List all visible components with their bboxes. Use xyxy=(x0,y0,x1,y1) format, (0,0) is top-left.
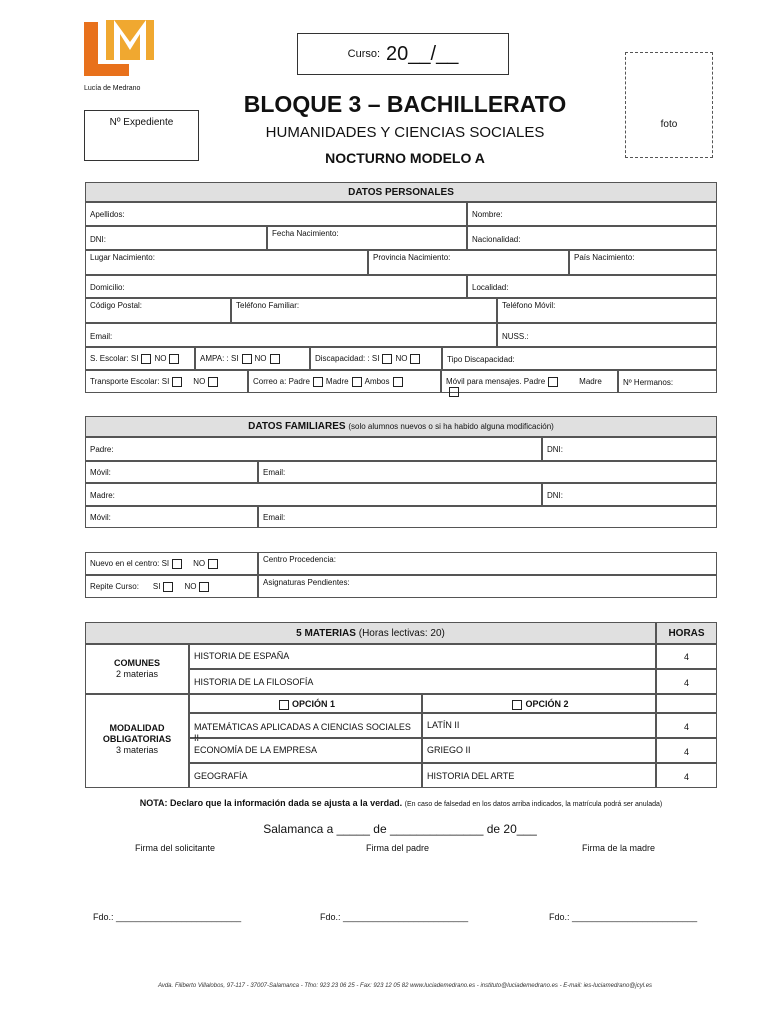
mensajes-padre-checkbox[interactable] xyxy=(548,377,558,387)
transporte-label: Transporte Escolar: SI xyxy=(90,377,170,387)
email-field[interactable]: Email: xyxy=(85,323,497,347)
logo-name: Lucía de Medrano xyxy=(84,85,141,92)
nuevo-centro-row xyxy=(85,552,258,575)
repite-no-label: NO xyxy=(184,582,197,592)
school-address: Avda. Filiberto Villalobos, 97-117 - 37007-Salamanca - Tfno: 923 23 06 25 - Fax: 923 12 05 82 www.luciademedrano.es - instituto@luciademedrano.es - E-mail: ies-luciamedrano@jcyl.es xyxy=(157,983,653,989)
expediente-box[interactable] xyxy=(84,110,199,161)
ampa-row xyxy=(195,347,310,370)
padre-field[interactable]: Padre: xyxy=(85,437,542,461)
madre-field[interactable]: Madre: xyxy=(85,483,542,506)
madre-email-field[interactable]: Email: xyxy=(258,506,717,528)
mensajes-madre-checkbox[interactable] xyxy=(449,387,459,397)
curso-box xyxy=(297,33,509,75)
nuevo-no-label: NO xyxy=(193,559,206,569)
repite-si-label: SI xyxy=(152,582,161,592)
transporte-no-label: NO xyxy=(193,377,206,387)
comunes-title: COMUNES xyxy=(113,658,160,668)
op2-row1: LATÍN II xyxy=(422,713,656,738)
lugar-fecha: Salamanca a _____ de ______________ de 20___ xyxy=(263,822,537,836)
discapacidad-row xyxy=(310,347,442,370)
seguro-no-checkbox[interactable] xyxy=(169,354,179,364)
op1-row1: MATEMÁTICAS APLICADAS A CIENCIAS SOCIALES II xyxy=(189,713,422,738)
madre-movil-field[interactable]: Móvil: xyxy=(85,506,258,528)
provincia-nacimiento-field[interactable]: Provincia Nacimiento: xyxy=(368,250,569,275)
firma-solicitante: Firma del solicitante xyxy=(135,843,216,853)
fdo-solicitante[interactable]: Fdo.: _________________________ xyxy=(93,912,242,922)
ampa-label: AMPA: : SI xyxy=(200,354,239,364)
materias-note: (Horas lectivas: 20) xyxy=(358,628,445,639)
repite-label: Repite Curso: xyxy=(90,582,139,592)
padre-movil-field[interactable]: Móvil: xyxy=(85,461,258,483)
repite-no-checkbox[interactable] xyxy=(199,582,209,592)
correo-ambos-checkbox[interactable] xyxy=(393,377,403,387)
discapacidad-no-label: NO xyxy=(395,354,408,364)
opcion1-checkbox[interactable] xyxy=(279,700,289,710)
materias-header xyxy=(85,622,656,644)
telefono-movil-field[interactable]: Teléfono Móvil: xyxy=(497,298,717,323)
firma-padre: Firma del padre xyxy=(366,843,430,853)
correo-row xyxy=(248,370,441,393)
ampa-si-checkbox[interactable] xyxy=(242,354,252,364)
opcion2-label: OPCIÓN 2 xyxy=(525,699,569,709)
op1-row2: ECONOMÍA DE LA EMPRESA xyxy=(189,738,422,763)
repite-curso-row xyxy=(85,575,258,598)
hermanos-field[interactable]: Nº Hermanos: xyxy=(618,370,717,393)
familiares-header xyxy=(85,416,717,437)
localidad-field[interactable]: Localidad: xyxy=(467,275,717,298)
seguro-no-label: NO xyxy=(154,354,167,364)
nota-bold: NOTA: Declaro que la información dada se ajusta a la verdad. xyxy=(139,798,403,808)
domicilio-field[interactable]: Domicilio: xyxy=(85,275,467,298)
modalidad-count: 3 materias xyxy=(115,744,159,755)
nuevo-centro-label: Nuevo en el centro: SI xyxy=(90,559,170,569)
materias-title: 5 MATERIAS xyxy=(296,628,356,639)
school-logo xyxy=(84,20,154,90)
horas-row1: 4 xyxy=(656,713,717,738)
op2-row3: HISTORIA DEL ARTE xyxy=(422,763,656,788)
asignaturas-pendientes-field[interactable]: Asignaturas Pendientes: xyxy=(258,575,717,598)
transporte-row xyxy=(85,370,248,393)
centro-procedencia-field[interactable]: Centro Procedencia: xyxy=(258,552,717,575)
fdo-padre[interactable]: Fdo.: _________________________ xyxy=(320,912,469,922)
lugar-nacimiento-field[interactable]: Lugar Nacimiento: xyxy=(85,250,368,275)
curso-value[interactable]: 20__/__ xyxy=(386,42,459,65)
familiares-note: (solo alumnos nuevos o si ha habido alguna modificación) xyxy=(348,422,554,431)
comunes-count: 2 materias xyxy=(115,668,159,679)
mensajes-madre-label: Madre xyxy=(579,377,602,387)
comun-historia-espana: HISTORIA DE ESPAÑA xyxy=(189,644,656,669)
telefono-familiar-field[interactable]: Teléfono Familiar: xyxy=(231,298,497,323)
apellidos-field[interactable]: Apellidos: xyxy=(85,202,467,226)
page-subtitle2: NOCTURNO MODELO A xyxy=(325,150,485,166)
firma-madre: Firma de la madre xyxy=(582,843,656,853)
photo-label: foto xyxy=(660,119,678,130)
correo-padre-checkbox[interactable] xyxy=(313,377,323,387)
padre-dni-field[interactable]: DNI: xyxy=(542,437,717,461)
transporte-no-checkbox[interactable] xyxy=(208,377,218,387)
page-subtitle: HUMANIDADES Y CIENCIAS SOCIALES xyxy=(265,124,545,141)
ampa-no-checkbox[interactable] xyxy=(270,354,280,364)
opcion1-header xyxy=(189,694,422,713)
modalidad-label xyxy=(85,694,189,788)
nota-declaracion xyxy=(85,798,717,808)
dni-field[interactable]: DNI: xyxy=(85,226,267,250)
horas-header: HORAS xyxy=(656,622,717,644)
opcion2-checkbox[interactable] xyxy=(512,700,522,710)
nuevo-si-checkbox[interactable] xyxy=(172,559,182,569)
correo-madre-label: Madre xyxy=(325,377,349,387)
nuss-field[interactable]: NUSS.: xyxy=(497,323,717,347)
repite-si-checkbox[interactable] xyxy=(163,582,173,592)
comun-horas-2: 4 xyxy=(656,669,717,694)
familiares-title: DATOS FAMILIARES xyxy=(248,421,346,432)
page-title: BLOQUE 3 – BACHILLERATO xyxy=(243,91,567,117)
personales-header: DATOS PERSONALES xyxy=(85,182,717,202)
padre-email-field[interactable]: Email: xyxy=(258,461,717,483)
comun-historia-filosofia: HISTORIA DE LA FILOSOFÍA xyxy=(189,669,656,694)
correo-madre-checkbox[interactable] xyxy=(352,377,362,387)
horas-blank xyxy=(656,694,717,713)
expediente-label: Nº Expediente xyxy=(109,117,174,128)
ampa-no-label: NO xyxy=(254,354,267,364)
op1-row3: GEOGRAFÍA xyxy=(189,763,422,788)
opcion1-label: OPCIÓN 1 xyxy=(291,699,335,709)
seguro-escolar-row xyxy=(85,347,195,370)
codigo-postal-field[interactable]: Código Postal: xyxy=(85,298,231,323)
seguro-escolar-label: S. Escolar: SI xyxy=(90,354,139,364)
op2-row2: GRIEGO II xyxy=(422,738,656,763)
tipo-discapacidad-field[interactable]: Tipo Discapacidad: xyxy=(442,347,717,370)
movil-mensajes-label: Móvil para mensajes. Padre xyxy=(446,377,546,387)
discapacidad-no-checkbox[interactable] xyxy=(410,354,420,364)
horas-row3: 4 xyxy=(656,763,717,788)
transporte-si-checkbox[interactable] xyxy=(172,377,182,387)
fdo-madre[interactable]: Fdo.: _________________________ xyxy=(549,912,698,922)
nombre-field[interactable]: Nombre: xyxy=(467,202,717,226)
comun-horas-1: 4 xyxy=(656,644,717,669)
curso-label: Curso: xyxy=(347,48,381,60)
seguro-si-checkbox[interactable] xyxy=(141,354,151,364)
fecha-nacimiento-field[interactable]: Fecha Nacimiento: xyxy=(267,226,467,250)
correo-ambos-label: Ambos xyxy=(364,377,390,387)
pais-nacimiento-field[interactable]: País Nacimiento: xyxy=(569,250,717,275)
discapacidad-si-checkbox[interactable] xyxy=(382,354,392,364)
modalidad-title: MODALIDAD OBLIGATORIAS xyxy=(102,723,172,744)
photo-box[interactable] xyxy=(625,52,713,158)
discapacidad-label: Discapacidad: : SI xyxy=(315,354,380,364)
nacionalidad-field[interactable]: Nacionalidad: xyxy=(467,226,717,250)
nota-small: (En caso de falsedad en los datos arriba indicados, la matrícula podrá ser anulada) xyxy=(404,801,663,808)
nuevo-no-checkbox[interactable] xyxy=(208,559,218,569)
comunes-label xyxy=(85,644,189,694)
opcion2-header xyxy=(422,694,656,713)
horas-row2: 4 xyxy=(656,738,717,763)
madre-dni-field[interactable]: DNI: xyxy=(542,483,717,506)
correo-label: Correo a: Padre xyxy=(253,377,310,387)
movil-mensajes-row xyxy=(441,370,618,393)
